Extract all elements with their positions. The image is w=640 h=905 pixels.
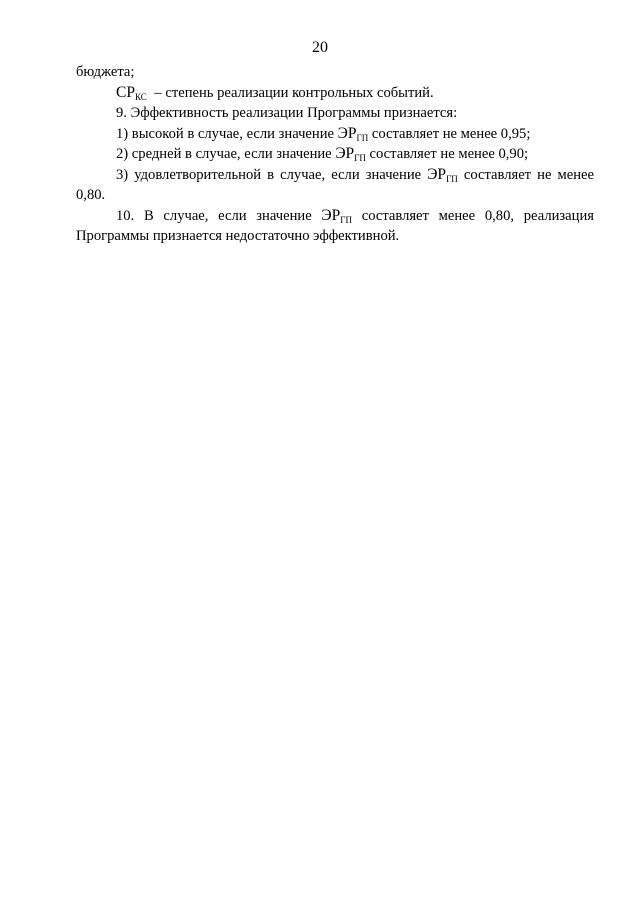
budget-tail-line: бюджета; (76, 64, 135, 80)
item-9-2 (76, 144, 594, 165)
item-10-before: 10. В случае, если значение (116, 207, 312, 224)
er-gp-symbol (321, 207, 352, 224)
document-body (76, 62, 594, 247)
sr-kc-symbol (116, 84, 147, 101)
item-10-after: составляет менее 0,80, реализация (361, 207, 594, 224)
sr-definition-text: – степень реализации контрольных событий. (154, 84, 434, 101)
er-gp-symbol (338, 125, 369, 142)
er-symbol-base: ЭР (337, 124, 357, 142)
sr-definition (76, 83, 594, 104)
er-symbol-subscript: ГП (446, 173, 458, 184)
item-9-3-before: 3) удовлетворительной в случае, если значение (116, 166, 422, 183)
item-9-2-before: 2) средней в случае, если значение (116, 146, 332, 162)
item-9-1-before: 1) высокой в случае, если значение (116, 125, 335, 142)
er-symbol-subscript: ГП (354, 153, 366, 163)
item-9-3-continuation: 0,80. (76, 187, 106, 203)
er-gp-symbol (427, 166, 458, 183)
item-10 (76, 206, 594, 227)
item-9-2-after: составляет не менее 0,90; (369, 146, 529, 162)
item-9-heading: 9. Эффективность реализации Программы признается: (116, 105, 458, 121)
item-9-3 (76, 165, 594, 186)
item-9-1-after: составляет не менее 0,95; (371, 125, 531, 142)
er-symbol-subscript: ГП (356, 132, 369, 143)
sr-symbol-subscript: КС (134, 91, 147, 102)
sr-symbol-base: СР (116, 83, 135, 101)
er-symbol-base: ЭР (427, 165, 447, 183)
er-gp-symbol (335, 145, 366, 162)
item-9-1 (76, 124, 594, 145)
er-symbol-subscript: ГП (340, 214, 352, 225)
page-number: 20 (312, 39, 328, 56)
er-symbol-base: ЭР (335, 145, 355, 162)
er-symbol-base: ЭР (321, 206, 341, 224)
item-10-continuation: Программы признается недостаточно эффективной. (76, 228, 400, 244)
item-9-3-after: составляет не менее (463, 166, 594, 183)
